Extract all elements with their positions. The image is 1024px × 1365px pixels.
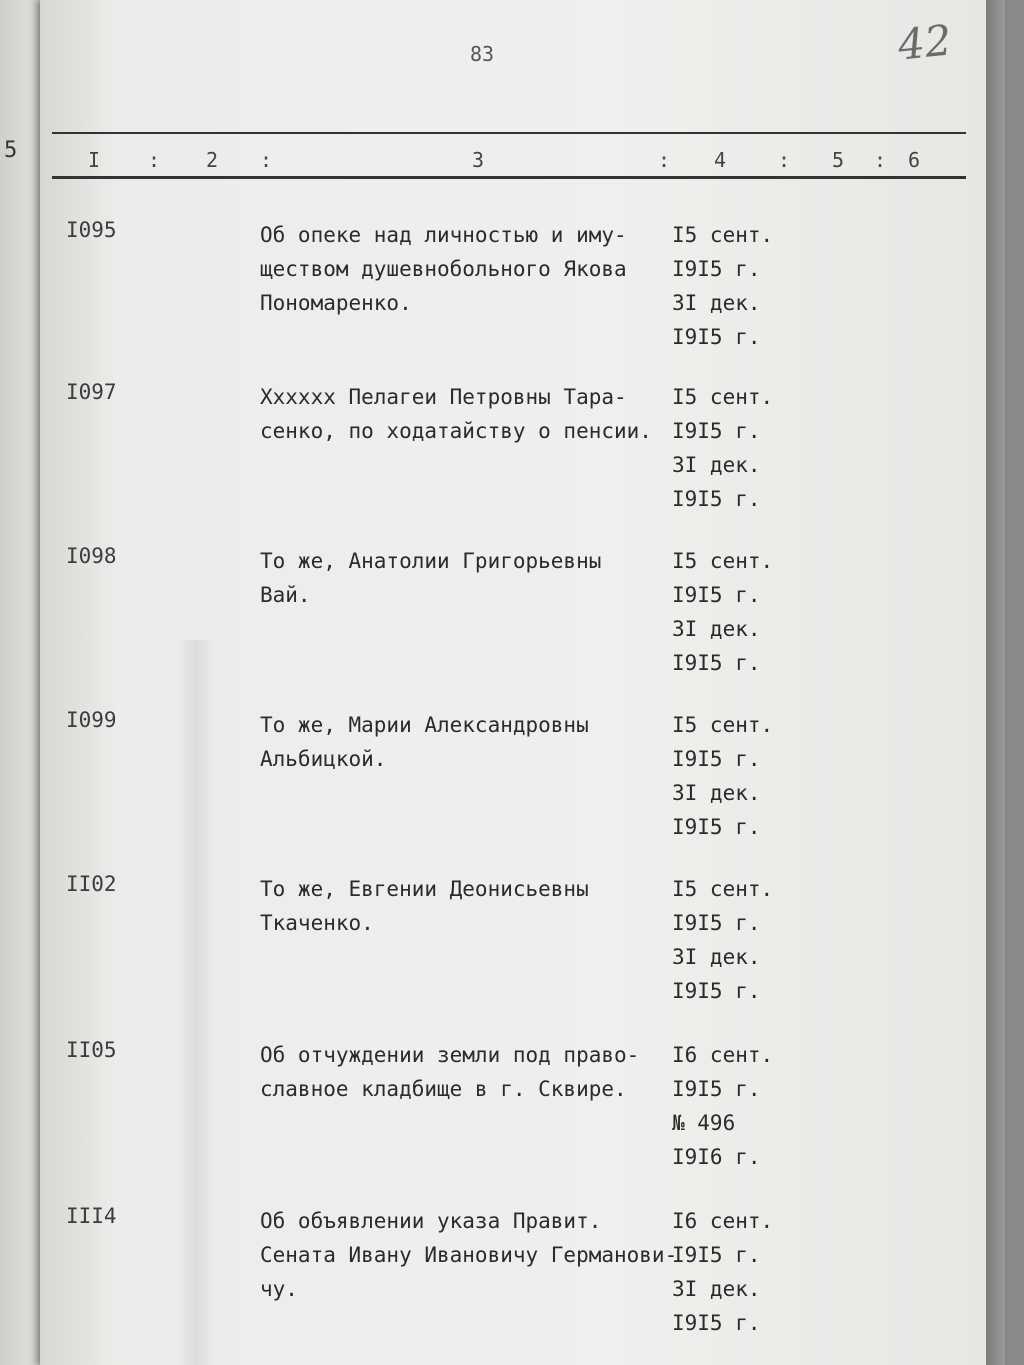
entry-description: Об опеке над личностью и иму- ществом душевнобольного Якова Пономаренко. bbox=[260, 223, 627, 315]
entry-number: II02 bbox=[66, 872, 117, 896]
header-col-6: 6 bbox=[908, 148, 921, 172]
entry-number: I097 bbox=[66, 380, 117, 404]
entry-number: I095 bbox=[66, 218, 117, 242]
entry-number: I099 bbox=[66, 708, 117, 732]
table-row bbox=[0, 872, 1024, 1032]
header-col-3: 3 bbox=[472, 148, 485, 172]
table-row bbox=[0, 218, 1024, 378]
header-col-5: 5 bbox=[832, 148, 845, 172]
table-header bbox=[52, 146, 966, 176]
table-row bbox=[0, 708, 1024, 868]
entry-dates: I5 сент. I9I5 г. 3I дек. I9I5 г. bbox=[672, 385, 774, 511]
entry-description: То же, Марии Александровны Альбицкой. bbox=[260, 713, 589, 771]
entry-description: Об отчуждении земли под право- славное кладбище в г. Сквире. bbox=[260, 1043, 640, 1101]
header-col-2: 2 bbox=[206, 148, 219, 172]
header-sep: : bbox=[874, 148, 887, 172]
entry-dates: I6 сент. I9I5 г. 3I дек. I9I5 г. bbox=[672, 1209, 774, 1335]
table-row bbox=[0, 1204, 1024, 1364]
header-sep: : bbox=[260, 148, 273, 172]
entry-description: Хххххх Пелагеи Петровны Тара- сенко, по ходатайству о пенсии. bbox=[260, 385, 652, 443]
entry-number: II05 bbox=[66, 1038, 117, 1062]
table-row bbox=[0, 544, 1024, 704]
table-row bbox=[0, 1038, 1024, 1198]
entry-dates: I5 сент. I9I5 г. 3I дек. I9I5 г. bbox=[672, 223, 774, 349]
header-rule-bottom bbox=[52, 176, 966, 179]
entry-dates: I5 сент. I9I5 г. 3I дек. I9I5 г. bbox=[672, 877, 774, 1003]
entry-dates: I5 сент. I9I5 г. 3I дек. I9I5 г. bbox=[672, 713, 774, 839]
header-col-1: I bbox=[88, 148, 101, 172]
entry-number: III4 bbox=[66, 1204, 117, 1228]
table-row bbox=[0, 380, 1024, 540]
entry-description: То же, Анатолии Григорьевны Вай. bbox=[260, 549, 602, 607]
header-col-4: 4 bbox=[714, 148, 727, 172]
entry-description: То же, Евгении Деонисьевны Ткаченко. bbox=[260, 877, 589, 935]
header-sep: : bbox=[148, 148, 161, 172]
header-sep: : bbox=[658, 148, 671, 172]
entry-description: Об объявлении указа Правит. Сената Ивану Ивановичу Германови- чу. bbox=[260, 1209, 678, 1301]
folio-number: 42 bbox=[895, 15, 954, 70]
entry-dates: I6 сент. I9I5 г. № 496 I9I6 г. bbox=[672, 1043, 774, 1169]
entry-number: I098 bbox=[66, 544, 117, 568]
page-number: 83 bbox=[470, 42, 495, 66]
previous-page-column-mark: 5 bbox=[4, 138, 18, 163]
header-rule-top bbox=[52, 132, 966, 134]
header-sep: : bbox=[778, 148, 791, 172]
entry-dates: I5 сент. I9I5 г. 3I дек. I9I5 г. bbox=[672, 549, 774, 675]
